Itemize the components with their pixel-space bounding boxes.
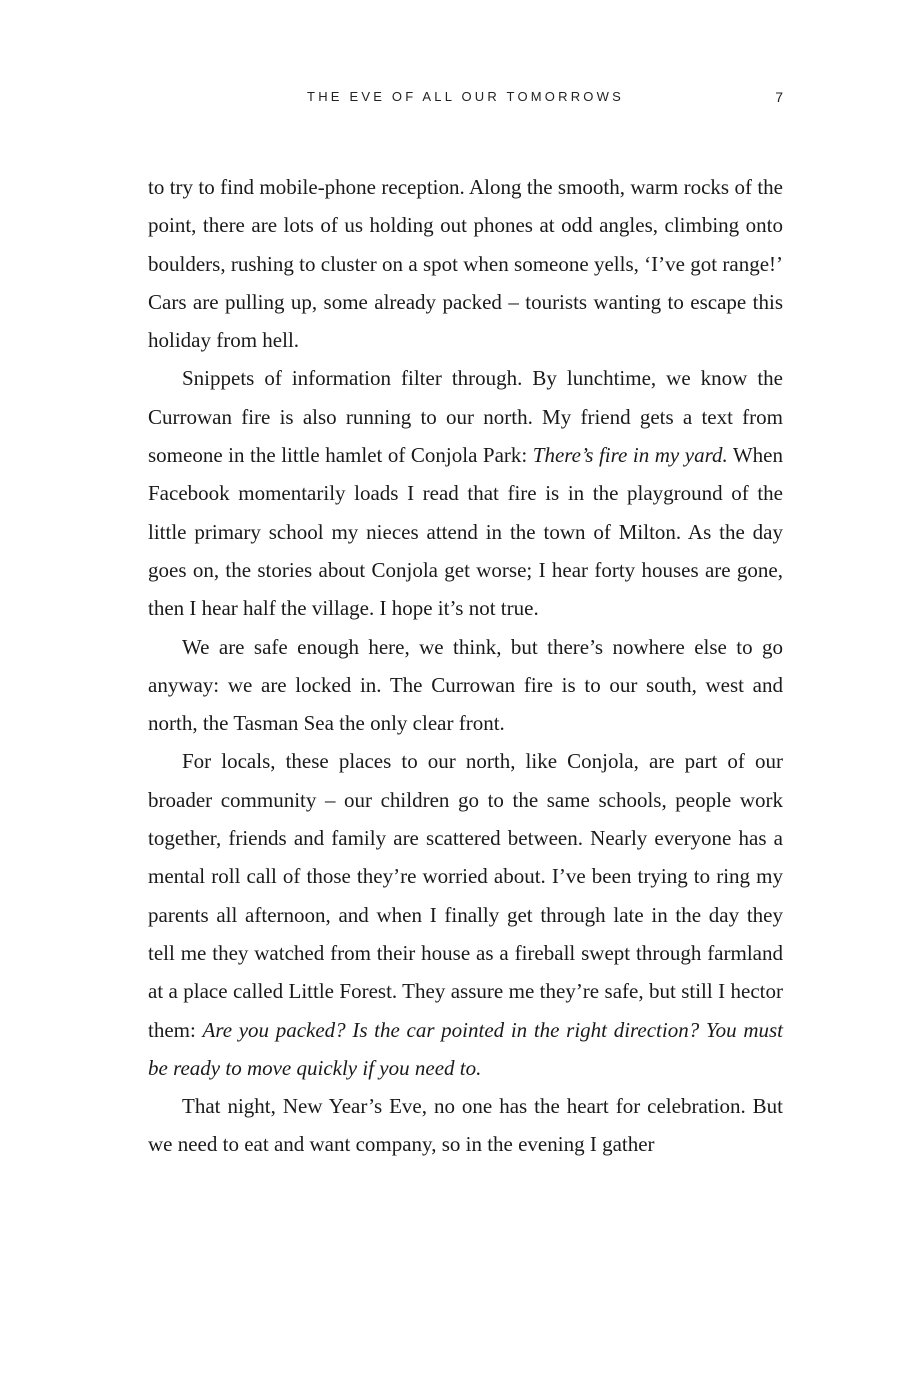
paragraph: That night, New Year’s Eve, no one has the heart for celebration. But we need to eat and want company, so in the evening I gather (148, 1094, 783, 1157)
body-text (148, 168, 783, 1164)
paragraph: Snippets of information filter through. By lunchtime, we know the Currowan fire is also running to our north. My friend gets a text from someone in the little hamlet of Conjola Park: There’s fire in my yard. When Facebook momentarily loads I read that fire is in the playground of the little primary school my nieces attend in the town of Milton. As the day goes on, the stories about Conjola get worse; I hear forty houses are gone, then I hear half the village. I hope it’s not true. (148, 366, 784, 621)
paragraph: For locals, these places to our north, like Conjola, are part of our broader community – our children go to the same schools, people work together, friends and family are scattered between. Nearly everyone has a mental roll call of those they’re worried about. I’ve been trying to ring my parents all afternoon, and when I finally get through late in the day they tell me they watched from their house as a fireball swept through farmland at a place called Little Forest. They assure me they’re safe, but still I hector them: Are you packed? Is the car pointed in the right direction? You must be ready to move quickly if you need to. (148, 749, 783, 1080)
paragraph: to try to find mobile-phone reception. Along the smooth, warm rocks of the point, there are lots of us holding out phones at odd angles, climbing onto boulders, rushing to cluster on a spot when someone yells, ‘I’ve got range!’ Cars are pulling up, some already packed – tourists wanting to escape this holiday from hell. (148, 175, 783, 353)
running-title: THE EVE OF ALL OUR TOMORROWS (307, 89, 624, 104)
paragraph: We are safe enough here, we think, but there’s nowhere else to go anyway: we are locked in. The Currowan fire is to our south, west and north, the Tasman Sea the only clear front. (148, 634, 783, 736)
italic-quote: There’s fire in my yard. (532, 443, 728, 468)
page-number: 7 (775, 89, 783, 105)
italic-quote: Are you packed? Is the car pointed in the right direction? You must be ready to move quickly if you need to. (148, 1017, 783, 1080)
running-head (148, 86, 783, 108)
